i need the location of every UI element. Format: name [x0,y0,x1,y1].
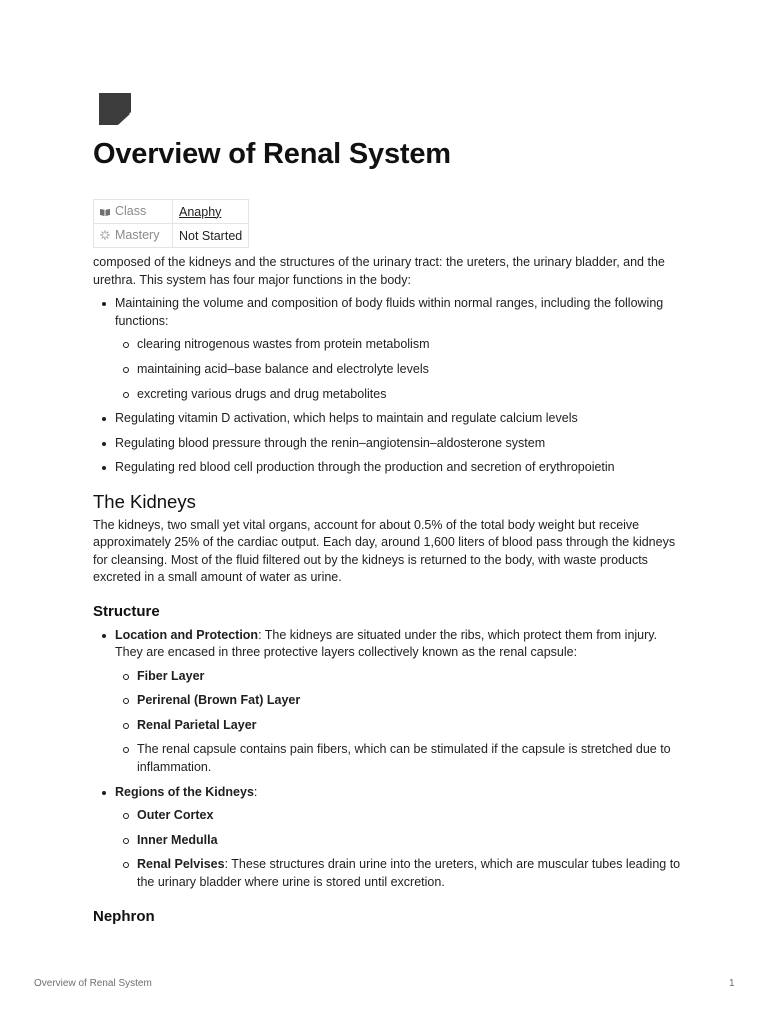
list-item: Location and Protection: The kidneys are situated under the ribs, which protect them from injury. They are encased in three protective layers collectively known as the renal capsule: Fiber Layer Perirenal (Brown Fat) Layer Renal Parietal Layer The renal capsule contains pain fibers, which can be stimulated if the capsule is stretched due to inflammation. [115,627,683,777]
list-item: Renal Pelvises: These structures drain urine into the ureters, which are muscular tubes leading to the urinary bladder where urine is stored until excretion. [137,856,683,891]
heading-nephron: Nephron [93,907,155,925]
list-item: Regulating red blood cell production through the production and secretion of erythropoietin [115,459,683,477]
list-item: Renal Parietal Layer [137,717,683,735]
sub-list [115,668,683,777]
list-item: Regulating blood pressure through the renin–angiotensin–aldosterone system [115,435,683,453]
list-item: Outer Cortex [137,807,683,825]
property-value-mastery[interactable]: Not Started [173,224,249,248]
list-item: Inner Medulla [137,832,683,850]
list-item: maintaining acid–base balance and electrolyte levels [137,361,683,379]
intro-paragraph: composed of the kidneys and the structures of the urinary tract: the ureters, the urinary bladder, and the urethra. This system has four major functions in the body: [93,255,665,287]
list-item: Regions of the Kidneys: Outer Cortex Inner Medulla Renal Pelvises: These structures drain urine into the ureters, which are muscular tubes leading to the urinary bladder where urine is stored until excretion. [115,784,683,892]
structure-list [93,627,683,892]
property-row-class [94,200,249,224]
list-item: clearing nitrogenous wastes from protein metabolism [137,336,683,354]
heading-structure: Structure [93,602,160,620]
kidneys-paragraph: The kidneys, two small yet vital organs, account for about 0.5% of the total body weight but receive approximately 25% of the cardiac output. Each day, around 1,600 liters of blood pass through the kidneys for cleansing. Most of the fluid filtered out by the kidneys is returned to the body, with waste products excreted in a small amount of water as urine. [93,517,676,585]
list-item: Regulating vitamin D activation, which helps to maintain and regulate calcium levels [115,410,683,428]
functions-list [93,295,683,477]
page-number: 1 [729,978,735,989]
note-page-icon [99,93,131,125]
class-link[interactable]: Anaphy [179,204,222,219]
list-item: The renal capsule contains pain fibers, which can be stimulated if the capsule is stretched due to inflammation. [137,741,683,776]
footer-title: Overview of Renal System [34,978,152,989]
heading-kidneys: The Kidneys [93,490,196,512]
sub-list [115,807,683,891]
list-item: Maintaining the volume and composition of body fluids within normal ranges, including the following functions: clearing nitrogenous wastes from protein metabolism maintaining acid–base balance and electrolyte levels excreting various drugs and drug metabolites [115,295,683,403]
property-key-mastery: Mastery [94,224,173,248]
page-title: Overview of Renal System [93,138,451,170]
property-value-class[interactable] [173,200,249,224]
properties-table [93,199,249,248]
list-item: excreting various drugs and drug metabolites [137,386,683,404]
property-row-mastery [94,224,249,248]
book-icon [100,205,110,219]
list-item: Perirenal (Brown Fat) Layer [137,692,683,710]
property-key-class: Class [94,200,173,224]
loading-spinner-icon [100,229,110,243]
sub-list [115,336,683,403]
list-item: Fiber Layer [137,668,683,686]
page-content [93,254,683,931]
